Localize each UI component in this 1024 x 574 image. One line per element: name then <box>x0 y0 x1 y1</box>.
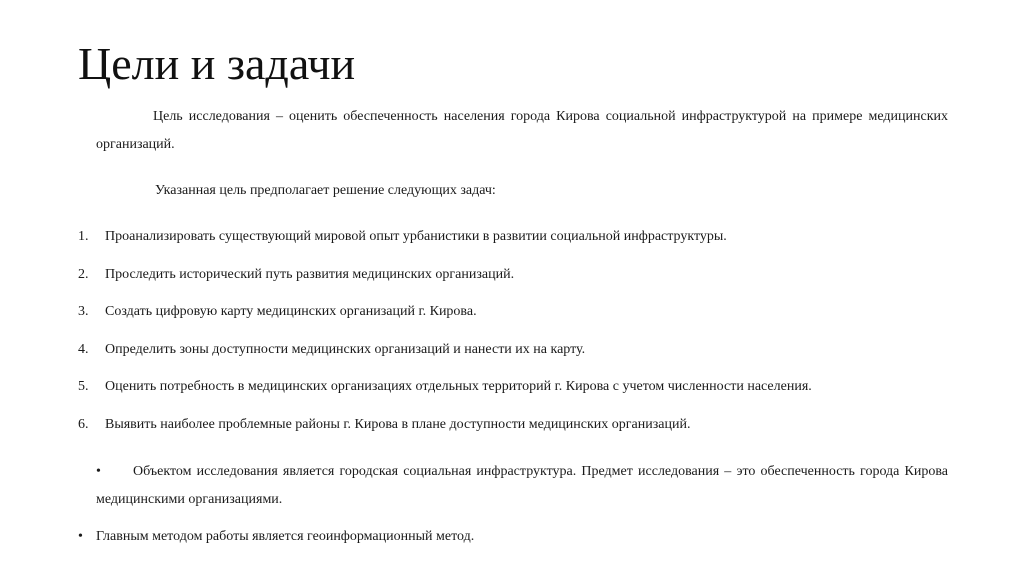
task-number: 3. <box>78 304 89 320</box>
object-text: Объектом исследования является городская социальная инфраструктура. Предмет исследования – это обеспеченность города Кирова медицинскими организациями. <box>96 464 948 507</box>
task-text: Создать цифровую карту медицинских организаций г. Кирова. <box>105 304 477 320</box>
task-number: 2. <box>78 266 89 282</box>
slide-title: Цели и задачи <box>78 38 356 89</box>
task-item <box>78 338 958 376</box>
task-text: Оценить потребность в медицинских организациях отдельных территорий г. Кирова с учетом численности населения. <box>105 379 812 395</box>
method-text: Главным методом работы является геоинформационный метод. <box>96 529 475 544</box>
task-text: Выявить наиболее проблемные районы г. Кирова в плане доступности медицинских организаций. <box>105 416 691 432</box>
tasks-intro: Указанная цель предполагает решение следующих задач: <box>155 183 496 198</box>
task-text: Определить зоны доступности медицинских организаций и нанести их на карту. <box>105 341 586 357</box>
task-list <box>78 225 958 451</box>
task-number: 6. <box>78 416 89 432</box>
task-text: Проследить исторический путь развития медицинских организаций. <box>105 266 515 282</box>
bullet-icon: • <box>96 464 101 479</box>
object-paragraph <box>96 458 948 514</box>
method-paragraph <box>78 523 474 551</box>
task-item <box>78 413 958 451</box>
task-item <box>78 263 958 301</box>
task-item <box>78 300 958 338</box>
goal-text: Цель исследования – оценить обеспеченность населения города Кирова социальной инфраструктурой на примере медицинских организаций. <box>96 109 948 152</box>
task-item <box>78 375 958 413</box>
task-number: 4. <box>78 341 89 357</box>
task-number: 1. <box>78 229 89 244</box>
bullet-icon: • <box>78 529 83 544</box>
task-text: Проанализировать существующий мировой опыт урбанистики в развитии социальной инфраструктуры. <box>105 229 727 244</box>
task-item <box>78 225 958 263</box>
task-number: 5. <box>78 379 89 395</box>
goal-paragraph <box>96 103 948 159</box>
